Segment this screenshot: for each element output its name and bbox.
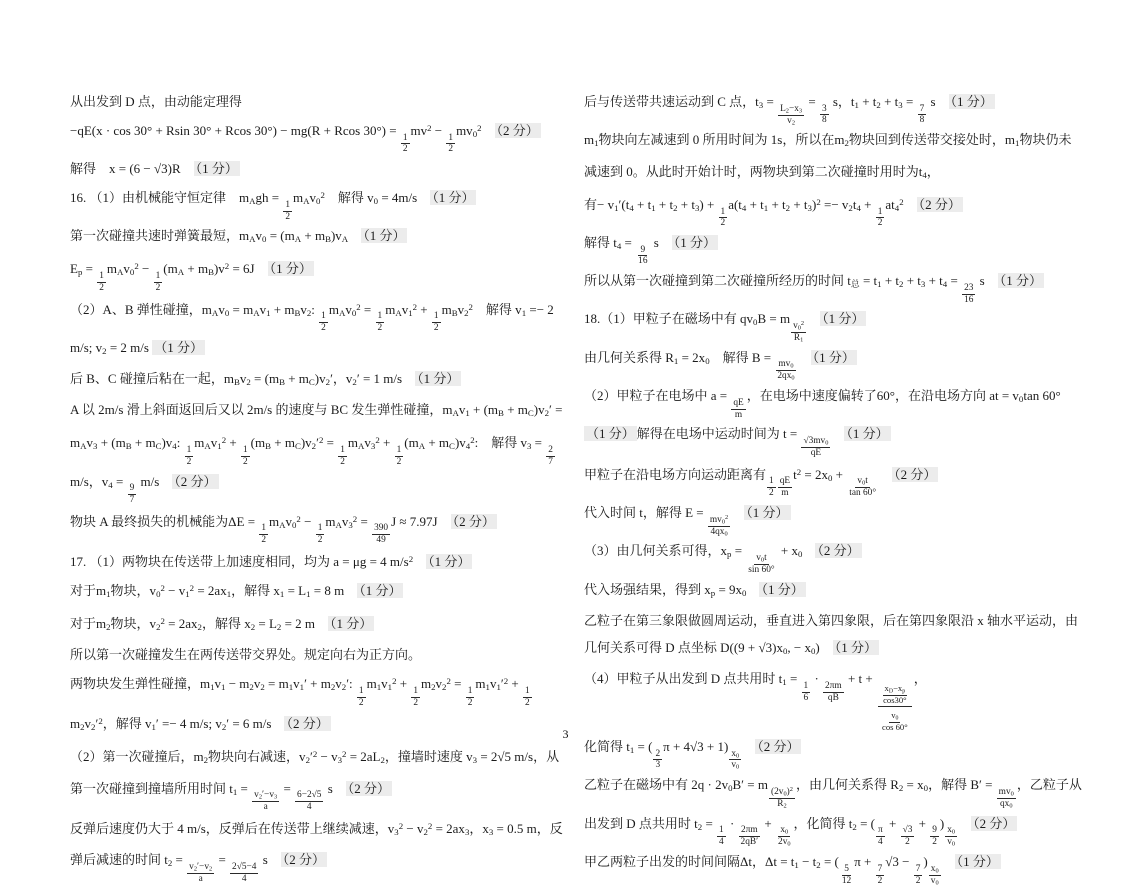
score-badge: （2 分） [347,780,391,796]
text-paragraph: 对于$m_1$物块，$v_0^2 - v_1^2 = 2ax_1$，解得 $x_1 = L_1 = 8$ m （1 分） [70,582,402,599]
fraction: $\frac{1}{2}$ [877,206,883,229]
score-badge: （1 分） [846,426,889,442]
score-badge: （1 分） [950,94,993,109]
fraction: $\frac{2√5-4}{4}$ [232,861,257,884]
fraction: $\frac{\pi}{4}$ [878,825,883,848]
text-paragraph: $m_1$物块向左减速到 0 所用时间为 1s，所以在$m_2$物块回到传送带交接处时，$m_1$物块仍未减速到 0。从此时开始计时，两物块到第二次碰撞时用时为$t_4$， [584,132,1072,180]
score-badge: （1 分） [432,190,475,206]
fraction: $\frac{7}{2}$ [915,863,921,886]
text-paragraph: $E_p$ = $\frac{1}{2}$ $m_Av_0^2$ − $\frac{1}{2}$ $(m_A + m_B)v^2 = 6J$ （1 分） [70,261,312,293]
fraction: $\frac{x_0}{v_0}$ [731,748,740,772]
fraction: $\frac{6-2√5}{4}$ [297,790,322,813]
fraction: $\frac{2\pi m}{2qB'}$ [740,825,759,848]
score-badge: （2 分） [174,473,217,489]
text-paragraph: 18.（1）甲粒子在磁场中有 $qv_0B = m$ $\frac{v_0^2}{R_1}$ （1 分） [584,311,865,344]
text-paragraph: 乙粒子在第三象限做圆周运动，垂直进入第四象限，后在第四象限沿 x 轴水平运动，由几何关系可得 D 点坐标 $D((9 + √3)x_0$, − $x_0$) （1 分） [584,612,1079,657]
text-paragraph: （2）甲粒子在电场中 a = $\frac{qE}{m}$ ，在电场中速度偏转了60°，在沿电场方向 at = $v_0\tan$ 60° （1 分） 解得在电场中运动时间为 t = $\frac{√3mv_0}{qE}$ （1 分） [584,388,1074,458]
text-paragraph: 物块 A 最终损失的机械能为ΔE = $\frac{1}{2}$ $m_Av_0^2$ − $\frac{1}{2}$ $m_Av_3^2$ = $\frac{390}{49}$ J ≈ 7.97J （2 分） [70,513,495,546]
fraction: $\frac{9}{16}$ [638,244,648,267]
score-badge: （2 分） [282,852,326,868]
fraction: $\frac{1}{2}$ [340,445,345,467]
score-badge: （2 分） [918,196,961,212]
fraction: $\frac{1}{4}$ [719,825,724,848]
score-badge: （2 分） [973,815,1016,831]
fraction: $\frac{23}{16}$ [964,282,974,305]
fraction: $\frac{v_0t}{\tan 60^\circ}$ [849,476,877,499]
score-badge: （1 分） [428,553,471,569]
text-paragraph: −qE(x · cos 30° + Rsin 30° + Rcos 30°) − mg(R + Rcos 30°) = $\frac{1}{2}$ $mv^2$ − $\frac{1}{2}$ $mv_0^2$ （2 分） [70,122,539,155]
text-paragraph: 解得 $t_4$ = $\frac{9}{16}$ s （1 分） [584,235,717,267]
text-paragraph: 甲粒子在沿电场方向运动距离有 $\frac{1}{2}$ $\frac{qE}{m}$ $t^2 = 2x_0$ + $\frac{v_0t}{\tan 60^\circ}$ （2 分） [584,466,937,499]
score-badge: （1 分） [822,311,865,327]
score-badge: （1 分） [586,426,635,442]
fraction: $\frac{v_0t}{\sin 60^\circ}$ [748,553,775,576]
text-paragraph: A 以 2m/s 滑上斜面返回后又以 2m/s 的速度与 BC 发生弹性碰撞，$m_Av_1 + (m_B + m_C)v_2' = m_Av_3 + (m_B + m_C)v_4$: $\frac{1}{2}$ $m_Av_1^2$ + $\frac{1}{2}$ $(m_B + m_C)v_2'^2$ = $\frac{1}{2}$ $m_Av_3^2$ + $\frac{1}{2}$ $(m_A + m_C)v_4^2$: 解得 $v_3$ = $\frac{2}{7}$ m/s，$v_4$ = $\frac{9}{7}$ m/s （2 分） [70,402,563,505]
text-paragraph: 从出发到 D 点，由动能定理得 [70,94,242,109]
fraction: $\frac{1}{2}$ [186,445,192,467]
fraction: $\frac{(2v_0)^2}{R_2}$ [770,786,793,810]
fraction: $\frac{x_0}{v_0}$ [947,825,956,848]
fraction: $\frac{7}{2}$ [877,863,883,886]
fraction: $\frac{2}{7}$ [548,445,553,467]
text-paragraph: （2）第一次碰撞后，$m_2$物块向右减速，$v_2'^2 - v_3^2 = 2aL_2$，撞墙时速度 $v_3 = 2√5$ m/s，从第一次碰撞到撞墙所用时间 $t_1$ = $\frac{v_2'-v_3}{a}$ = $\frac{6-2√5}{4}$ s （2 分） [70,749,560,813]
text-paragraph: 16. （1）由机械能守恒定律 $m_Agh$ = $\frac{1}{2}$ $m_Av_0^2$ 解得 $v_0 = 4m/s$ （1 分） [70,190,475,222]
fraction: $\frac{1}{2}$ [261,523,266,546]
fraction: $\frac{1}{2}$ [433,311,439,334]
fraction: $\frac{1}{2}$ [242,445,248,467]
fraction: $\frac{v_0^2}{R_1}$ [793,320,805,344]
fraction: $\frac{1}{2}$ [285,199,291,222]
fraction: $\frac{2\pi m}{qB}$ [825,680,842,703]
score-badge: （2 分） [496,122,539,138]
column-right [584,88,1084,887]
text-paragraph: 17. （1）两物块在传送带上加速度相同，均为 a = μg = 4 $m/s^2$ （1 分） [70,553,471,569]
fraction: $\frac{390}{49}$ [374,523,389,546]
fraction: $\frac{1}{2}$ [413,685,418,708]
fraction: $\frac{qE}{m}$ [733,397,744,420]
fraction: $\frac{9}{7}$ [129,483,135,505]
text-paragraph: 反弹后速度仍大于 4 m/s，反弹后在传送带上继续减速，$v_3^2 - v_2^2 = 2ax_3$，$x_3 = 0.5$ m，反弹后减速的时间 $t_2$ = $\frac{v_2'-v_2}{a}$ = $\frac{2√5-4}{4}$ s （2 分） [70,820,563,884]
score-badge: （1 分） [195,161,238,177]
fraction: $\frac{√3}{2}$ [902,825,913,848]
text-paragraph: 解得 x = (6 − √3)R （1 分） [70,161,238,177]
score-badge: （1 分） [673,235,717,250]
score-badge: （1 分） [330,615,373,631]
fraction: $\frac{1}{2}$ [524,685,530,708]
text-paragraph: 所以从第一次碰撞到第二次碰撞所经历的时间 $t_总 = t_1 + t_2 + t_3 + t_4$ = $\frac{23}{16}$ s （1 分） [584,273,1042,305]
text-paragraph: 后与传送带共速运动到 C 点，$t_3$ = $\frac{L_2-x_3}{v_2}$ = $\frac{3}{8}$ s，$t_1 + t_2 + t_3$ = $\frac{7}{8}$ s （1 分） [584,94,993,127]
score-badge: （1 分） [834,639,878,655]
fraction: $\frac{x_0}{2v_0}$ [778,825,791,848]
text-paragraph: 由几何关系得 $R_1 = 2x_0$ 解得 B = $\frac{mv_0}{2qx_0}$ （1 分） [584,349,855,382]
score-badge: （2 分） [286,716,329,732]
fraction: $\frac{9}{2}$ [932,825,937,848]
fraction: $\frac{√3mv_0}{qE}$ [803,436,829,458]
score-badge: （1 分） [417,370,460,386]
text-paragraph: 甲乙两粒子出发的时间间隔Δt，$\Delta t = t_1 - t_2$ = ( $\frac{5}{12}$ π + $\frac{7}{2}$ √3 − $\frac{7}{2}$ ) $\frac{x_0}{v_0}$ （1 分） [584,854,999,887]
fraction: $\frac{mv_0^2}{4qx_0}$ [709,513,729,538]
fraction: $\frac{x_D-x_p}{\cos 30^\circ}$ [883,683,907,706]
fraction: $\frac{1}{2}$ [99,271,104,293]
fraction: $\frac{1}{6}$ [803,680,809,703]
text-paragraph: 有− $v_1'(t_4 + t_1 + t_2 + t_3)$ + $\frac{1}{2}$ $a(t_4 + t_1 + t_2 + t_3)^2 =- v_2t_4$ + $\frac{1}{2}$ $at_4^2$ （2 分） [584,196,961,229]
fraction: $\frac{x_0}{v_0}$ [930,863,939,887]
score-badge: （1 分） [363,228,406,244]
score-badge: （1 分） [812,349,855,365]
score-badge: （2 分） [757,738,800,754]
page-number: 3 [562,727,569,741]
fraction: $\frac{1}{2}$ [317,523,323,546]
score-badge: （1 分） [761,581,804,597]
text-paragraph: 所以第一次碰撞发生在两传送带交界处。规定向右为正方向。 [70,647,422,663]
text-paragraph: （4）甲粒子从出发到 D 点共用时 $t_1$ = $\frac{1}{6}$ · $\frac{2\pi m}{qB}$ + t + $\frac{\frac{x_D-x_p}{\cos 30^\circ}}{\frac{v_0}{\cos 60^\circ}}$ ， [584,671,927,732]
fraction: $\frac{L_2-x_3}{v_2}$ [780,103,803,127]
score-badge: （2 分） [817,543,860,559]
score-badge: （1 分） [359,582,402,598]
fraction: $\frac{v_2'-v_2}{a}$ [189,861,213,884]
fraction: $\frac{7}{8}$ [919,103,925,126]
fraction: $\frac{v_0}{\cos 60^\circ}$ [882,709,908,732]
score-badge: （1 分） [269,261,312,277]
score-badge: （2 分） [452,513,495,529]
text-paragraph: （3）由几何关系可得，$x_p$ = $\frac{v_0t}{\sin 60^\circ}$ + $x_0$ （2 分） [584,543,860,576]
fraction: $\frac{1}{2}$ [377,311,383,334]
fraction: $\frac{1}{2}$ [467,685,473,708]
text-paragraph: 代入时间 t，解得 E = $\frac{mv_0^2}{4qx_0}$ （1 分） [584,505,789,538]
fraction: $\frac{1}{2}$ [155,271,161,293]
score-badge: （1 分） [956,854,999,870]
text-paragraph: 第一次碰撞共速时弹簧最短，$m_Av_0 = (m_A + m_B)v_A$ （1 分） [70,228,406,245]
column-left [70,88,570,887]
fraction: $\frac{1}{2}$ [321,311,326,334]
fraction: $\frac{1}{2}$ [448,132,454,155]
fraction [877,681,913,733]
fraction: $\frac{1}{2}$ [396,445,402,467]
text-paragraph: 代入场强结果，得到 $x_p = 9x_0$ （1 分） [584,581,804,598]
text-paragraph: 乙粒子在磁场中有 $2q \cdot 2v_0B' = m$ $\frac{(2v_0)^2}{R_2}$ ，由几何关系得 $R_2 = x_0$，解得 B′ = $\frac{mv_0}{qx_0}$ ，乙粒子从出发到 D 点共用时 $t_2$ = $\frac{1}{4}$ · $\frac{2\pi m}{2qB'}$ + $\frac{x_0}{2v_0}$ ，化简得 $t_2$ = ( $\frac{\pi}{4}$ + $\frac{√3}{2}$ + $\frac{9}{2}$ ) $\frac{x_0}{v_0}$ （2 分） [584,777,1082,848]
fraction: $\frac{mv_0}{2qx_0}$ [777,359,795,382]
text-paragraph: 后 B、C 碰撞后粘在一起，$m_Bv_2 = (m_B + m_C)v_2'$，$v_2' = 1$ m/s （1 分） [70,370,460,388]
score-badge: （1 分） [154,339,203,355]
fraction: $\frac{1}{2}$ [769,476,774,499]
fraction: $\frac{1}{2}$ [358,685,364,708]
score-badge: （1 分） [999,273,1042,289]
fraction: $\frac{v_2'-v_3}{a}$ [254,790,278,813]
fraction: $\frac{1}{2}$ [720,206,726,229]
score-badge: （2 分） [894,466,937,482]
fraction: $\frac{mv_0}{qx_0}$ [998,787,1014,810]
fraction: $\frac{2}{3}$ [655,748,661,771]
fraction: $\frac{qE}{m}$ [779,476,791,499]
text-paragraph: 对于$m_2$物块，$v_2^2 = 2ax_2$，解得 $x_2 = L_2 = 2$ m （1 分） [70,615,373,633]
score-badge: （1 分） [746,505,789,521]
fraction: $\frac{5}{12}$ [841,863,852,886]
fraction: $\frac{3}{8}$ [821,103,827,126]
text-paragraph: 化简得 $t_1$ = ( $\frac{2}{3}$ π + 4√3 + 1) $\frac{x_0}{v_0}$ （2 分） [584,738,800,772]
text-paragraph: 两物块发生弹性碰撞，$m_1v_1 - m_2v_2 = m_1v_1' + m_2v_2'$: $\frac{1}{2}$ $m_1v_1^2$ + $\frac{1}{2}$ $m_2v_2^2$ = $\frac{1}{2}$ $m_1v_1'^2$ + $\frac{1}{2}$ $m_2v_2'^2$，解得 $v_1' =- 4$ m/s; $v_2' = 6$ m/s （2 分） [70,676,530,733]
text-paragraph: （2）A、B 弹性碰撞，$m_Av_0 = m_Av_1 + m_Bv_2$: $\frac{1}{2}$ $m_Av_0^2$ = $\frac{1}{2}$ $m_Av_1^2$ + $\frac{1}{2}$ $m_Bv_2^2$ 解得 $v_1 =- 2$ m/s; $v_2 = 2$ m/s （1 分） [70,301,554,356]
fraction: $\frac{1}{2}$ [402,132,408,155]
